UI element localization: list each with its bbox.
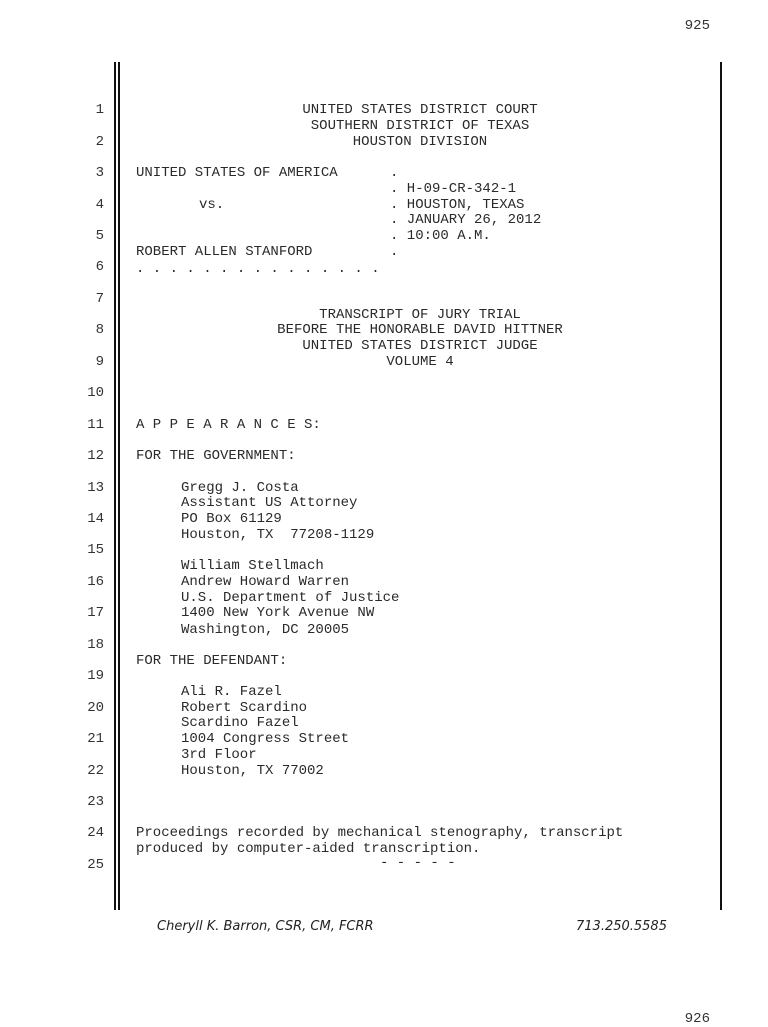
caption-separator: . <box>390 165 399 181</box>
stenography-note: Proceedings recorded by mechanical stenography, transcript <box>136 825 624 841</box>
attorney-line: U.S. Department of Justice <box>181 590 400 606</box>
line-number: 3 <box>95 165 104 181</box>
attorney-line: Washington, DC 20005 <box>181 622 350 638</box>
line-number: 22 <box>87 763 104 779</box>
case-time: . 10:00 A.M. <box>390 228 491 244</box>
page-number-bottom: 926 <box>684 1011 710 1027</box>
attorney-line: PO Box 61129 <box>181 511 282 527</box>
line-number: 9 <box>95 354 104 370</box>
district-name: SOUTHERN DISTRICT OF TEXAS <box>310 118 530 134</box>
stenography-note-cont: produced by computer-aided transcription. <box>136 841 481 857</box>
appearances-heading: A P P E A R A N C E S: <box>136 417 321 433</box>
government-label: FOR THE GOVERNMENT: <box>136 448 296 464</box>
line-number: 8 <box>95 322 104 338</box>
volume-label: VOLUME 4 <box>386 354 454 370</box>
attorney-line: 1400 New York Avenue NW <box>181 605 375 621</box>
line-number: 25 <box>87 857 104 873</box>
line-number: 19 <box>87 668 104 684</box>
attorney-line: Scardino Fazel <box>181 715 299 731</box>
left-margin-rule <box>114 62 116 910</box>
caption-separator: . <box>390 244 399 260</box>
attorney-line: Houston, TX 77208-1129 <box>181 527 375 543</box>
plaintiff-name: UNITED STATES OF AMERICA <box>136 165 338 181</box>
attorney-line: 1004 Congress Street <box>181 731 350 747</box>
case-date: . JANUARY 26, 2012 <box>390 212 542 228</box>
reporter-phone: 713.250.5585 <box>576 919 667 934</box>
line-number: 6 <box>95 259 104 275</box>
judge-line: BEFORE THE HONORABLE DAVID HITTNER <box>277 322 563 338</box>
defendant-label: FOR THE DEFENDANT: <box>136 653 288 669</box>
attorney-line: Gregg J. Costa <box>181 480 299 496</box>
line-number: 7 <box>95 291 104 307</box>
line-number: 14 <box>87 511 104 527</box>
attorney-line: 3rd Floor <box>181 747 257 763</box>
page-number-top: 925 <box>684 18 710 34</box>
case-number: . H-09-CR-342-1 <box>390 181 517 197</box>
versus-label: vs. <box>199 197 225 213</box>
line-number: 5 <box>95 228 104 244</box>
line-number: 15 <box>87 542 104 558</box>
end-dashes: - - - - - <box>380 855 456 871</box>
right-margin-rule <box>720 62 722 910</box>
line-number: 4 <box>95 197 104 213</box>
attorney-line: Robert Scardino <box>181 700 308 716</box>
line-number: 13 <box>87 480 104 496</box>
line-number: 24 <box>87 825 104 841</box>
caption-dots-row: . . . . . . . . . . . . . . . <box>136 261 380 277</box>
case-location: . HOUSTON, TEXAS <box>390 197 525 213</box>
line-number: 17 <box>87 605 104 621</box>
line-number: 10 <box>87 385 104 401</box>
line-number: 12 <box>87 448 104 464</box>
line-number: 20 <box>87 700 104 716</box>
judge-title: UNITED STATES DISTRICT JUDGE <box>302 338 538 354</box>
line-number: 11 <box>87 417 104 433</box>
attorney-line: William Stellmach <box>181 558 324 574</box>
line-number: 21 <box>87 731 104 747</box>
transcript-title: TRANSCRIPT OF JURY TRIAL <box>319 307 521 323</box>
attorney-line: Houston, TX 77002 <box>181 763 324 779</box>
line-number: 16 <box>87 574 104 590</box>
division-name: HOUSTON DIVISION <box>352 134 488 150</box>
defendant-name: ROBERT ALLEN STANFORD <box>136 244 313 260</box>
attorney-line: Andrew Howard Warren <box>181 574 350 590</box>
attorney-line: Assistant US Attorney <box>181 495 358 511</box>
left-margin-rule-inner <box>118 62 120 910</box>
court-reporter-name: Cheryll K. Barron, CSR, CM, FCRR <box>157 919 374 934</box>
court-name: UNITED STATES DISTRICT COURT <box>302 102 538 118</box>
line-number: 2 <box>95 134 104 150</box>
line-number: 23 <box>87 794 104 810</box>
line-number: 18 <box>87 637 104 653</box>
attorney-line: Ali R. Fazel <box>181 684 282 700</box>
line-number: 1 <box>95 102 104 118</box>
